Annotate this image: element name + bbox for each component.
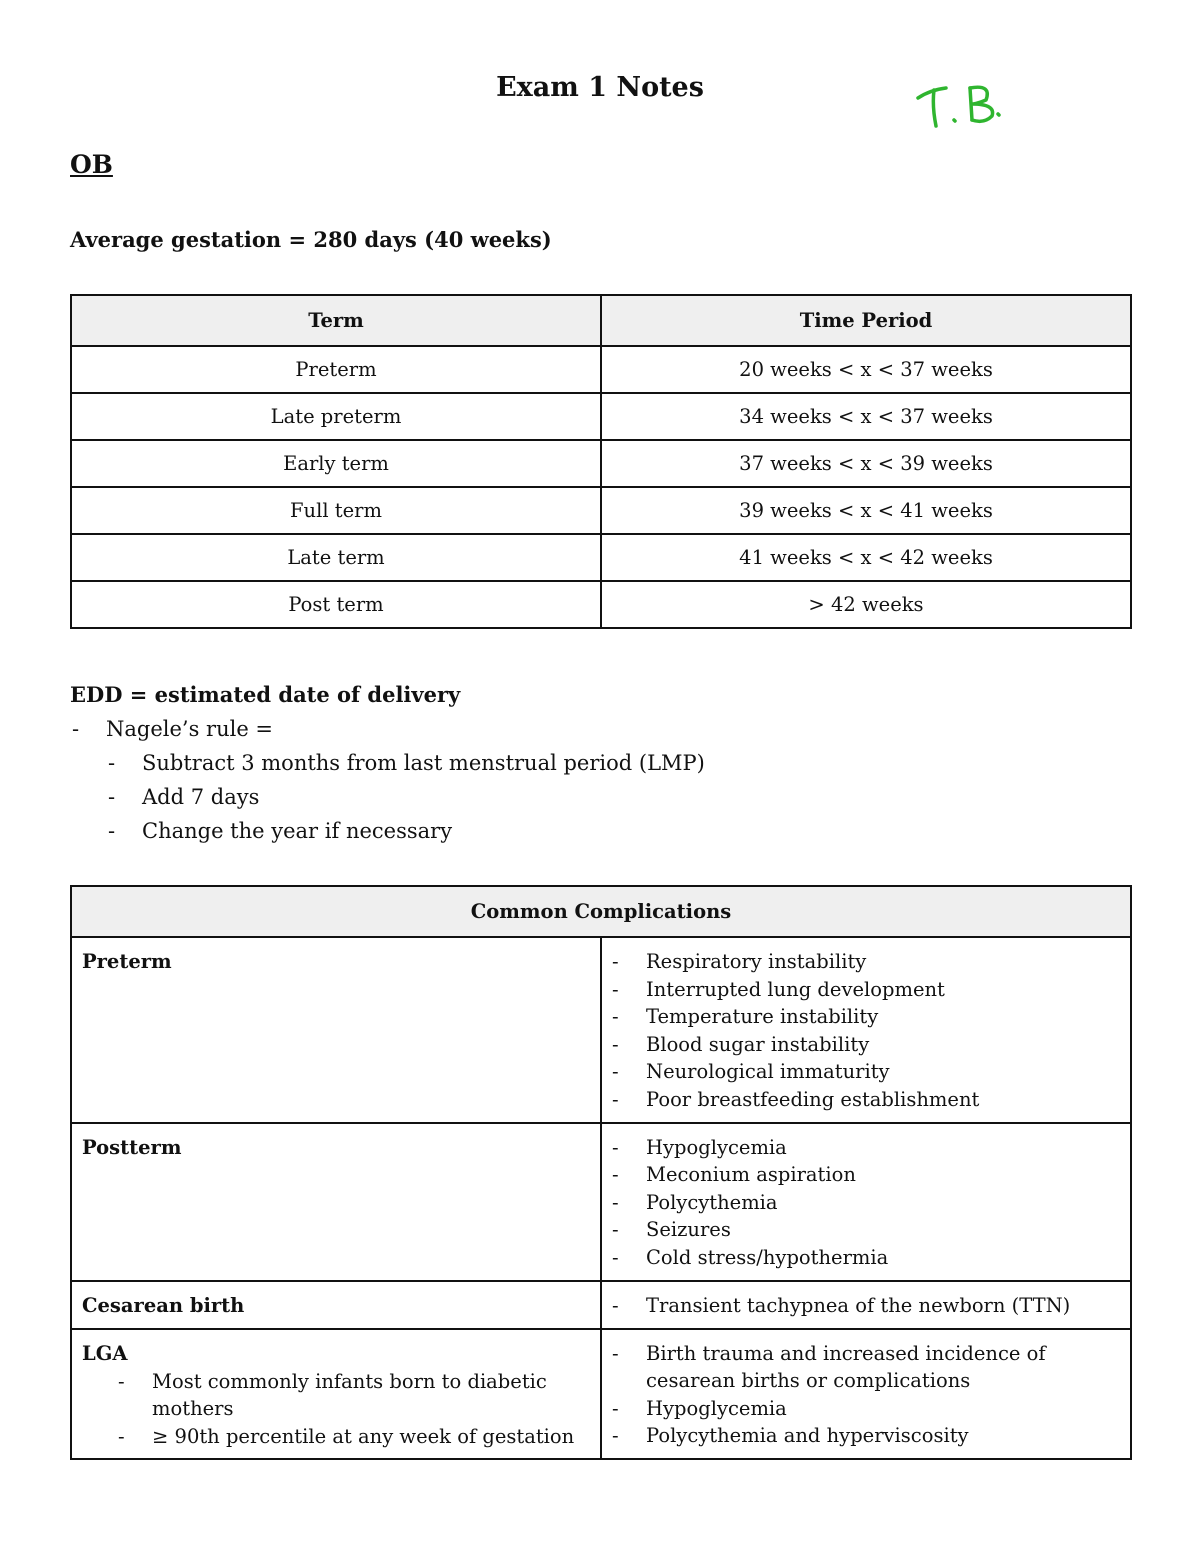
- list-item: - Change the year if necessary: [106, 814, 705, 848]
- table-header-row: [71, 886, 1131, 937]
- condition-label: LGA: [82, 1341, 128, 1365]
- column-header-term: Term: [71, 295, 601, 346]
- condition-cell: [71, 1281, 601, 1329]
- table-row: [71, 534, 1131, 581]
- complications-table: [70, 885, 1132, 1460]
- handwritten-initials: [912, 76, 1012, 136]
- complications-cell: [601, 1281, 1131, 1329]
- condition-label: Postterm: [82, 1135, 182, 1159]
- period-cell: 41 weeks < x < 42 weeks: [601, 534, 1131, 581]
- condition-label: Cesarean birth: [82, 1293, 245, 1317]
- term-table: [70, 294, 1132, 629]
- table-row: [71, 1329, 1131, 1460]
- section-heading: OB: [70, 150, 113, 179]
- table-row: [71, 440, 1131, 487]
- table-row: [71, 937, 1131, 1123]
- condition-cell: [71, 1329, 601, 1460]
- condition-cell: [71, 1123, 601, 1281]
- complication-list: [612, 948, 1120, 1114]
- list-item: - Cold stress/hypothermia: [612, 1244, 1120, 1272]
- edd-section: [70, 680, 705, 848]
- list-item: - Blood sugar instability: [612, 1031, 1120, 1059]
- list-item: - Birth trauma and increased incidence of cesarean births or complications: [612, 1340, 1120, 1395]
- list-item: - Polycythemia and hyperviscosity: [612, 1422, 1120, 1450]
- list-item: - Subtract 3 months from last menstrual period (LMP): [106, 746, 705, 780]
- column-header-time-period: Time Period: [601, 295, 1131, 346]
- list-item: - Neurological immaturity: [612, 1058, 1120, 1086]
- nagele-steps: [106, 746, 705, 848]
- term-cell: Preterm: [71, 346, 601, 393]
- edd-definition: EDD = estimated date of delivery: [70, 682, 461, 707]
- list-item: - Transient tachypnea of the newborn (TTN): [612, 1292, 1120, 1320]
- complications-cell: [601, 937, 1131, 1123]
- term-cell: Late preterm: [71, 393, 601, 440]
- table-row: [71, 581, 1131, 628]
- list-item: - ≥ 90th percentile at any week of gestation: [118, 1423, 590, 1451]
- table-row: [71, 393, 1131, 440]
- table-header-row: [71, 295, 1131, 346]
- list-item: - Seizures: [612, 1216, 1120, 1244]
- nagele-rule-label: Nagele’s rule =: [106, 717, 274, 741]
- table-row: [71, 487, 1131, 534]
- period-cell: 37 weeks < x < 39 weeks: [601, 440, 1131, 487]
- list-item: - Most commonly infants born to diabetic mothers: [118, 1368, 590, 1423]
- complication-list: [612, 1292, 1120, 1320]
- list-item: - Add 7 days: [106, 780, 705, 814]
- complications-header: Common Complications: [71, 886, 1131, 937]
- complication-list: [612, 1134, 1120, 1272]
- period-cell: 34 weeks < x < 37 weeks: [601, 393, 1131, 440]
- condition-label: Preterm: [82, 950, 172, 973]
- period-cell: 39 weeks < x < 41 weeks: [601, 487, 1131, 534]
- condition-cell: [71, 937, 601, 1123]
- complications-cell: [601, 1123, 1131, 1281]
- condition-notes: [82, 1368, 590, 1451]
- list-item: - Polycythemia: [612, 1189, 1120, 1217]
- period-cell: 20 weeks < x < 37 weeks: [601, 346, 1131, 393]
- list-item: - Respiratory instability: [612, 948, 1120, 976]
- gestation-note: Average gestation = 280 days (40 weeks): [70, 227, 552, 252]
- table-row: [71, 1281, 1131, 1329]
- table-row: [71, 1123, 1131, 1281]
- table-row: [71, 346, 1131, 393]
- list-item: - Meconium aspiration: [612, 1161, 1120, 1189]
- list-item: - Hypoglycemia: [612, 1134, 1120, 1162]
- list-item: - Interrupted lung development: [612, 976, 1120, 1004]
- term-cell: Post term: [71, 581, 601, 628]
- complications-cell: [601, 1329, 1131, 1460]
- list-item: [70, 712, 705, 848]
- complication-list: [612, 1340, 1120, 1450]
- list-item: - Temperature instability: [612, 1003, 1120, 1031]
- edd-list: [70, 712, 705, 848]
- list-item: - Hypoglycemia: [612, 1395, 1120, 1423]
- term-cell: Full term: [71, 487, 601, 534]
- period-cell: > 42 weeks: [601, 581, 1131, 628]
- page-title: Exam 1 Notes: [496, 72, 704, 103]
- term-cell: Early term: [71, 440, 601, 487]
- list-item: - Poor breastfeeding establishment: [612, 1086, 1120, 1114]
- term-cell: Late term: [71, 534, 601, 581]
